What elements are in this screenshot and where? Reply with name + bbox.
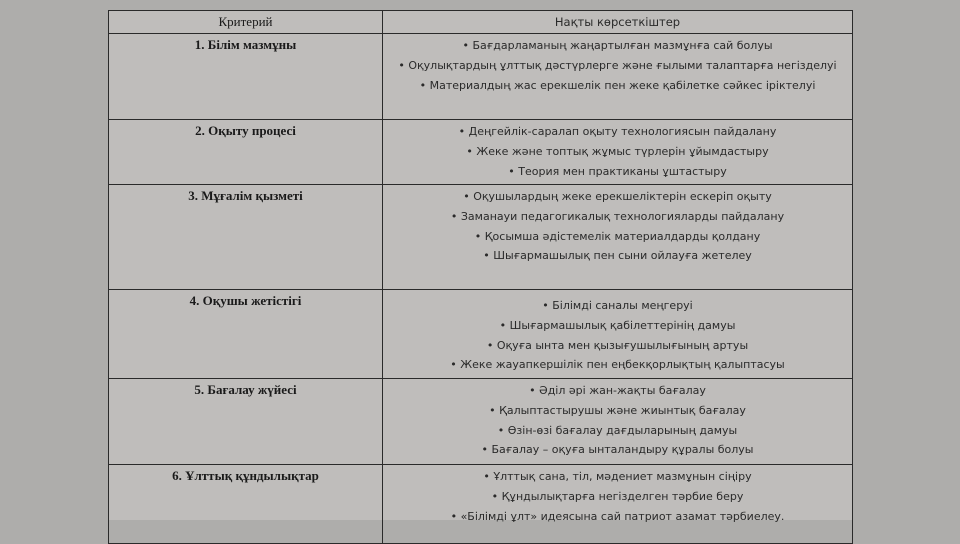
indicators-cell: [383, 465, 853, 544]
table-row: [109, 185, 853, 290]
criterion-cell: 4. Оқушы жетістігі: [109, 290, 383, 379]
indicators-cell: [383, 34, 853, 120]
indicators-cell: [383, 379, 853, 465]
indicators-cell: [383, 290, 853, 379]
table-header-row: [109, 11, 853, 34]
criteria-table: [108, 10, 853, 544]
table-row: [109, 465, 853, 544]
table-row: [109, 120, 853, 185]
indicator-item: • Әділ әрі жан-жақты бағалау: [529, 384, 706, 397]
table-row: [109, 290, 853, 379]
document-page: [108, 10, 852, 523]
indicator-item: • Қосымша әдістемелік материалдарды қолдану: [474, 229, 761, 243]
indicator-item: • Бағдарламаның жаңартылған мазмұнға сай болуы: [462, 39, 773, 52]
criterion-cell: 1. Білім мазмұны: [109, 34, 383, 120]
indicator-item: • Жеке және топтық жұмыс түрлерін ұйымдастыру: [466, 144, 769, 158]
indicator-item: • Оқуға ынта мен қызығушылығының артуы: [486, 338, 749, 352]
indicator-item: • Заманауи педагогикалық технологияларды пайдалану: [450, 209, 785, 223]
header-criterion: Критерий: [109, 11, 383, 34]
indicator-item: • Теория мен практиканы ұштастыру: [508, 164, 727, 178]
criterion-cell: 5. Бағалау жүйесі: [109, 379, 383, 465]
indicator-item: • «Білімді ұлт» идеясына сай патриот азамат тәрбиелеу.: [450, 509, 785, 523]
table-row: [109, 379, 853, 465]
table-row: [109, 34, 853, 120]
indicators-cell: [383, 120, 853, 185]
indicator-item: • Бағалау – оқуға ынталандыру құралы болуы: [481, 443, 754, 457]
indicator-item: • Құндылықтарға негізделген тәрбие беру: [491, 489, 744, 503]
criterion-cell: 2. Оқыту процесі: [109, 120, 383, 185]
indicator-item: • Шығармашылық қабілеттерінің дамуы: [499, 318, 736, 332]
indicator-item: • Материалдың жас ерекшелік пен жеке қабілетке сәйкес іріктелуі: [419, 78, 816, 92]
indicator-item: • Шығармашылық пен сыни ойлауға жетелеу: [483, 249, 752, 263]
criterion-cell: 6. Ұлттық құндылықтар: [109, 465, 383, 544]
indicator-item: • Жеке жауапкершілік пен еңбекқорлықтың қалыптасуы: [450, 358, 785, 372]
header-indicators: Нақты көрсеткіштер: [383, 11, 853, 34]
indicator-item: • Деңгейлік-саралап оқыту технологиясын пайдалану: [458, 125, 777, 138]
indicator-item: • Өзін-өзі бағалау дағдыларының дамуы: [497, 423, 738, 437]
indicator-item: • Оқулықтардың ұлттық дәстүрлерге және ғылыми талаптарға негізделуі: [398, 58, 837, 72]
indicator-item: • Қалыптастырушы және жиынтық бағалау: [489, 403, 746, 417]
criterion-cell: 3. Мұғалім қызметі: [109, 185, 383, 290]
indicator-item: • Білімді саналы меңгеруі: [542, 299, 693, 312]
indicator-item: • Оқушылардың жеке ерекшеліктерін ескеріп оқыту: [463, 190, 772, 203]
indicator-item: • Ұлттық сана, тіл, мәдениет мазмұнын сіңіру: [483, 470, 752, 483]
indicators-cell: [383, 185, 853, 290]
